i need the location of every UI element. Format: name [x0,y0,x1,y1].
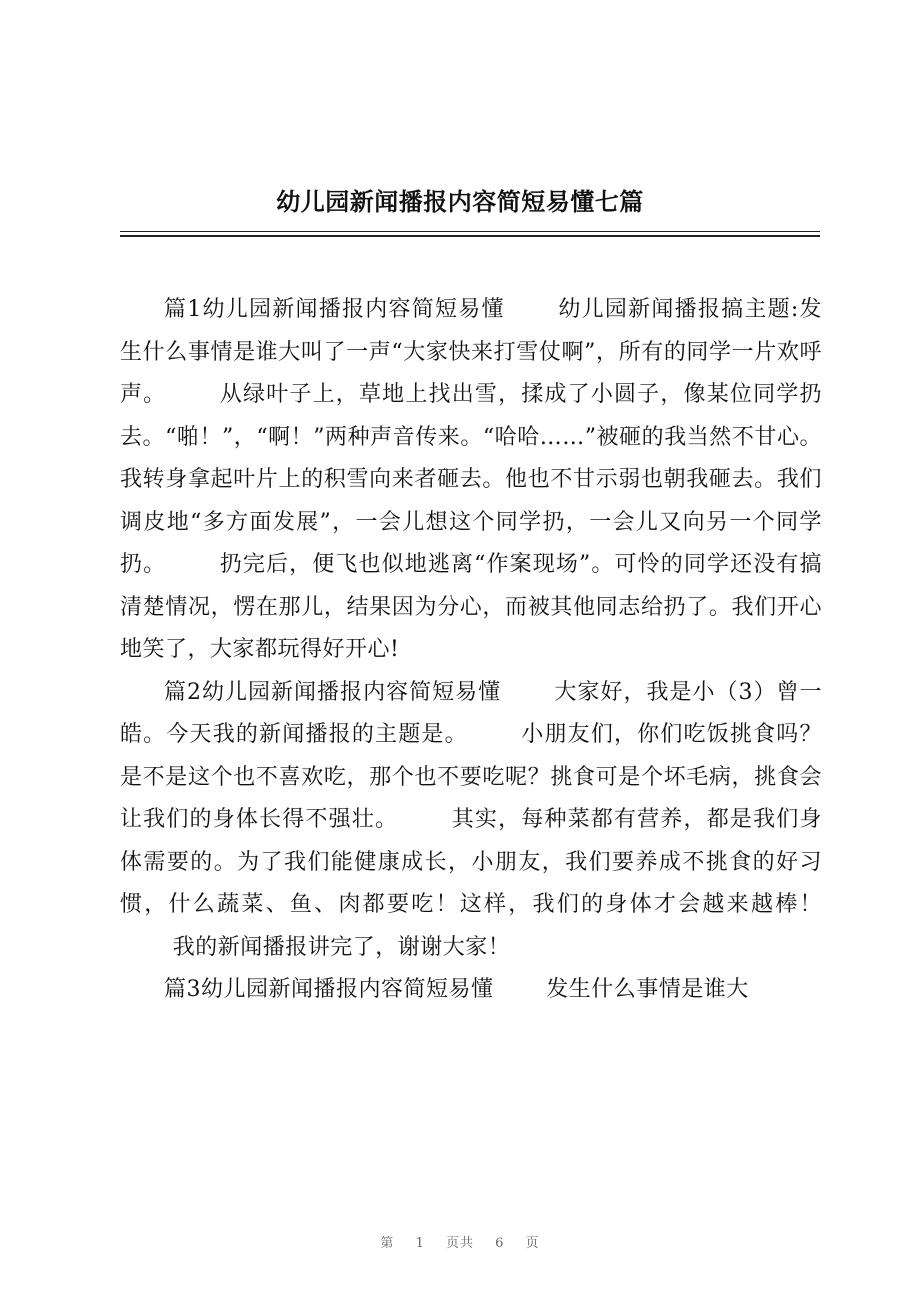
title-rule-thick [120,235,820,237]
article-2-text-3: 其实，每种菜都有营养，都是我们身体需要的。为了我们能健康成长，小朋友，我们要养成不挑食的好习惯，什么蔬菜、鱼、肉都要吃！这样，我们的身体才会越来越棒！ [120,807,822,917]
article-1-text-3: 扔完后，便飞也似地逃离“作案现场”。可怜的同学还没有搞清楚情况，愣在那儿，结果因为分心，而被其他同志给扔了。我们开心地笑了，大家都玩得好开心! [120,552,822,662]
article-3-text-1: 发生什么事情是谁大 [546,977,749,1002]
article-1-text-1: 幼儿园新闻播报搞主题:发生什么事情是谁大叫了一声“大家快来打雪仗啊”，所有的同学一片欢呼声。 [120,297,822,407]
page-footer [0,1232,920,1251]
article-2-text-1: 大家好，我是小（3）曾一皓。今天我的新闻播报的主题是。 [120,679,823,747]
article-3-heading: 篇3幼儿园新闻播报内容简短易懂 [164,977,494,1002]
document-body [120,289,822,1012]
article-2-text-2: 小朋友们，你们吃饭挑食吗？是不是这个也不喜欢吃，那个也不要吃呢？挑食可是个坏毛病，挑食会让我们的身体长得不强壮。 [120,722,822,832]
footer-prefix: 第 [380,1236,395,1251]
document-title: 幼儿园新闻播报内容简短易懂七篇 [276,187,644,216]
article-1-heading: 篇1幼儿园新闻播报内容简短易懂 [164,297,505,322]
article-2-heading: 篇2幼儿园新闻播报内容简短易懂 [164,679,502,705]
footer-middle: 页共 [445,1236,474,1251]
footer-total-pages: 6 [495,1236,505,1251]
article-3 [120,969,822,1012]
footer-suffix: 页 [525,1236,540,1251]
article-1-text-2: 从绿叶子上，草地上找出雪，揉成了小圆子，像某位同学扔去。“啪！”，“啊！”两种声音传来。“哈哈……”被砸的我当然不甘心。我转身拿起叶片上的积雪向来者砸去。他也不甘示弱也朝我砸去。我们调皮地“多方面发展”，一会儿想这个同学扔，一会儿又向另一个同学扔。 [120,382,822,577]
article-2 [120,672,822,970]
title-rule-thin [120,231,820,232]
article-2-text-4: 我的新闻播报讲完了，谢谢大家！ [172,934,511,960]
article-1 [120,289,822,672]
footer-page-number: 1 [415,1236,425,1251]
